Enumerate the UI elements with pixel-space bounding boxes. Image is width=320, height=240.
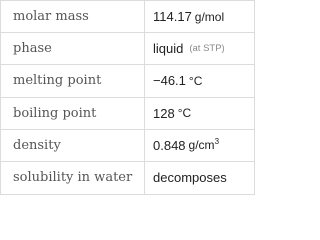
row-value [144, 1, 254, 33]
value-number: −46.1 [153, 73, 186, 89]
row-label: boiling point [1, 98, 144, 130]
value-unit: °C [177, 106, 192, 121]
value-note: (at STP) [189, 43, 225, 55]
row-value [144, 33, 254, 65]
value-number: 0.848 [153, 137, 186, 153]
row-value [144, 98, 254, 130]
row-value [144, 65, 254, 97]
row-label: molar mass [1, 1, 144, 33]
value-unit: °C [188, 73, 203, 88]
row-value [144, 162, 254, 194]
row-label: solubility in water [13, 170, 133, 186]
value-text: decomposes [153, 170, 227, 186]
row-value [144, 130, 254, 162]
value-number: 114.17 [153, 9, 192, 25]
row-label: phase [1, 33, 144, 65]
value-text: liquid [153, 41, 184, 57]
value-unit [189, 138, 219, 152]
row-label: density [1, 130, 144, 162]
value-unit: g/mol [194, 9, 225, 24]
value-number: 128 [153, 105, 175, 121]
row-label: melting point [1, 65, 144, 97]
unit-base: g/cm [188, 138, 215, 153]
unit-exponent: 3 [214, 137, 220, 147]
